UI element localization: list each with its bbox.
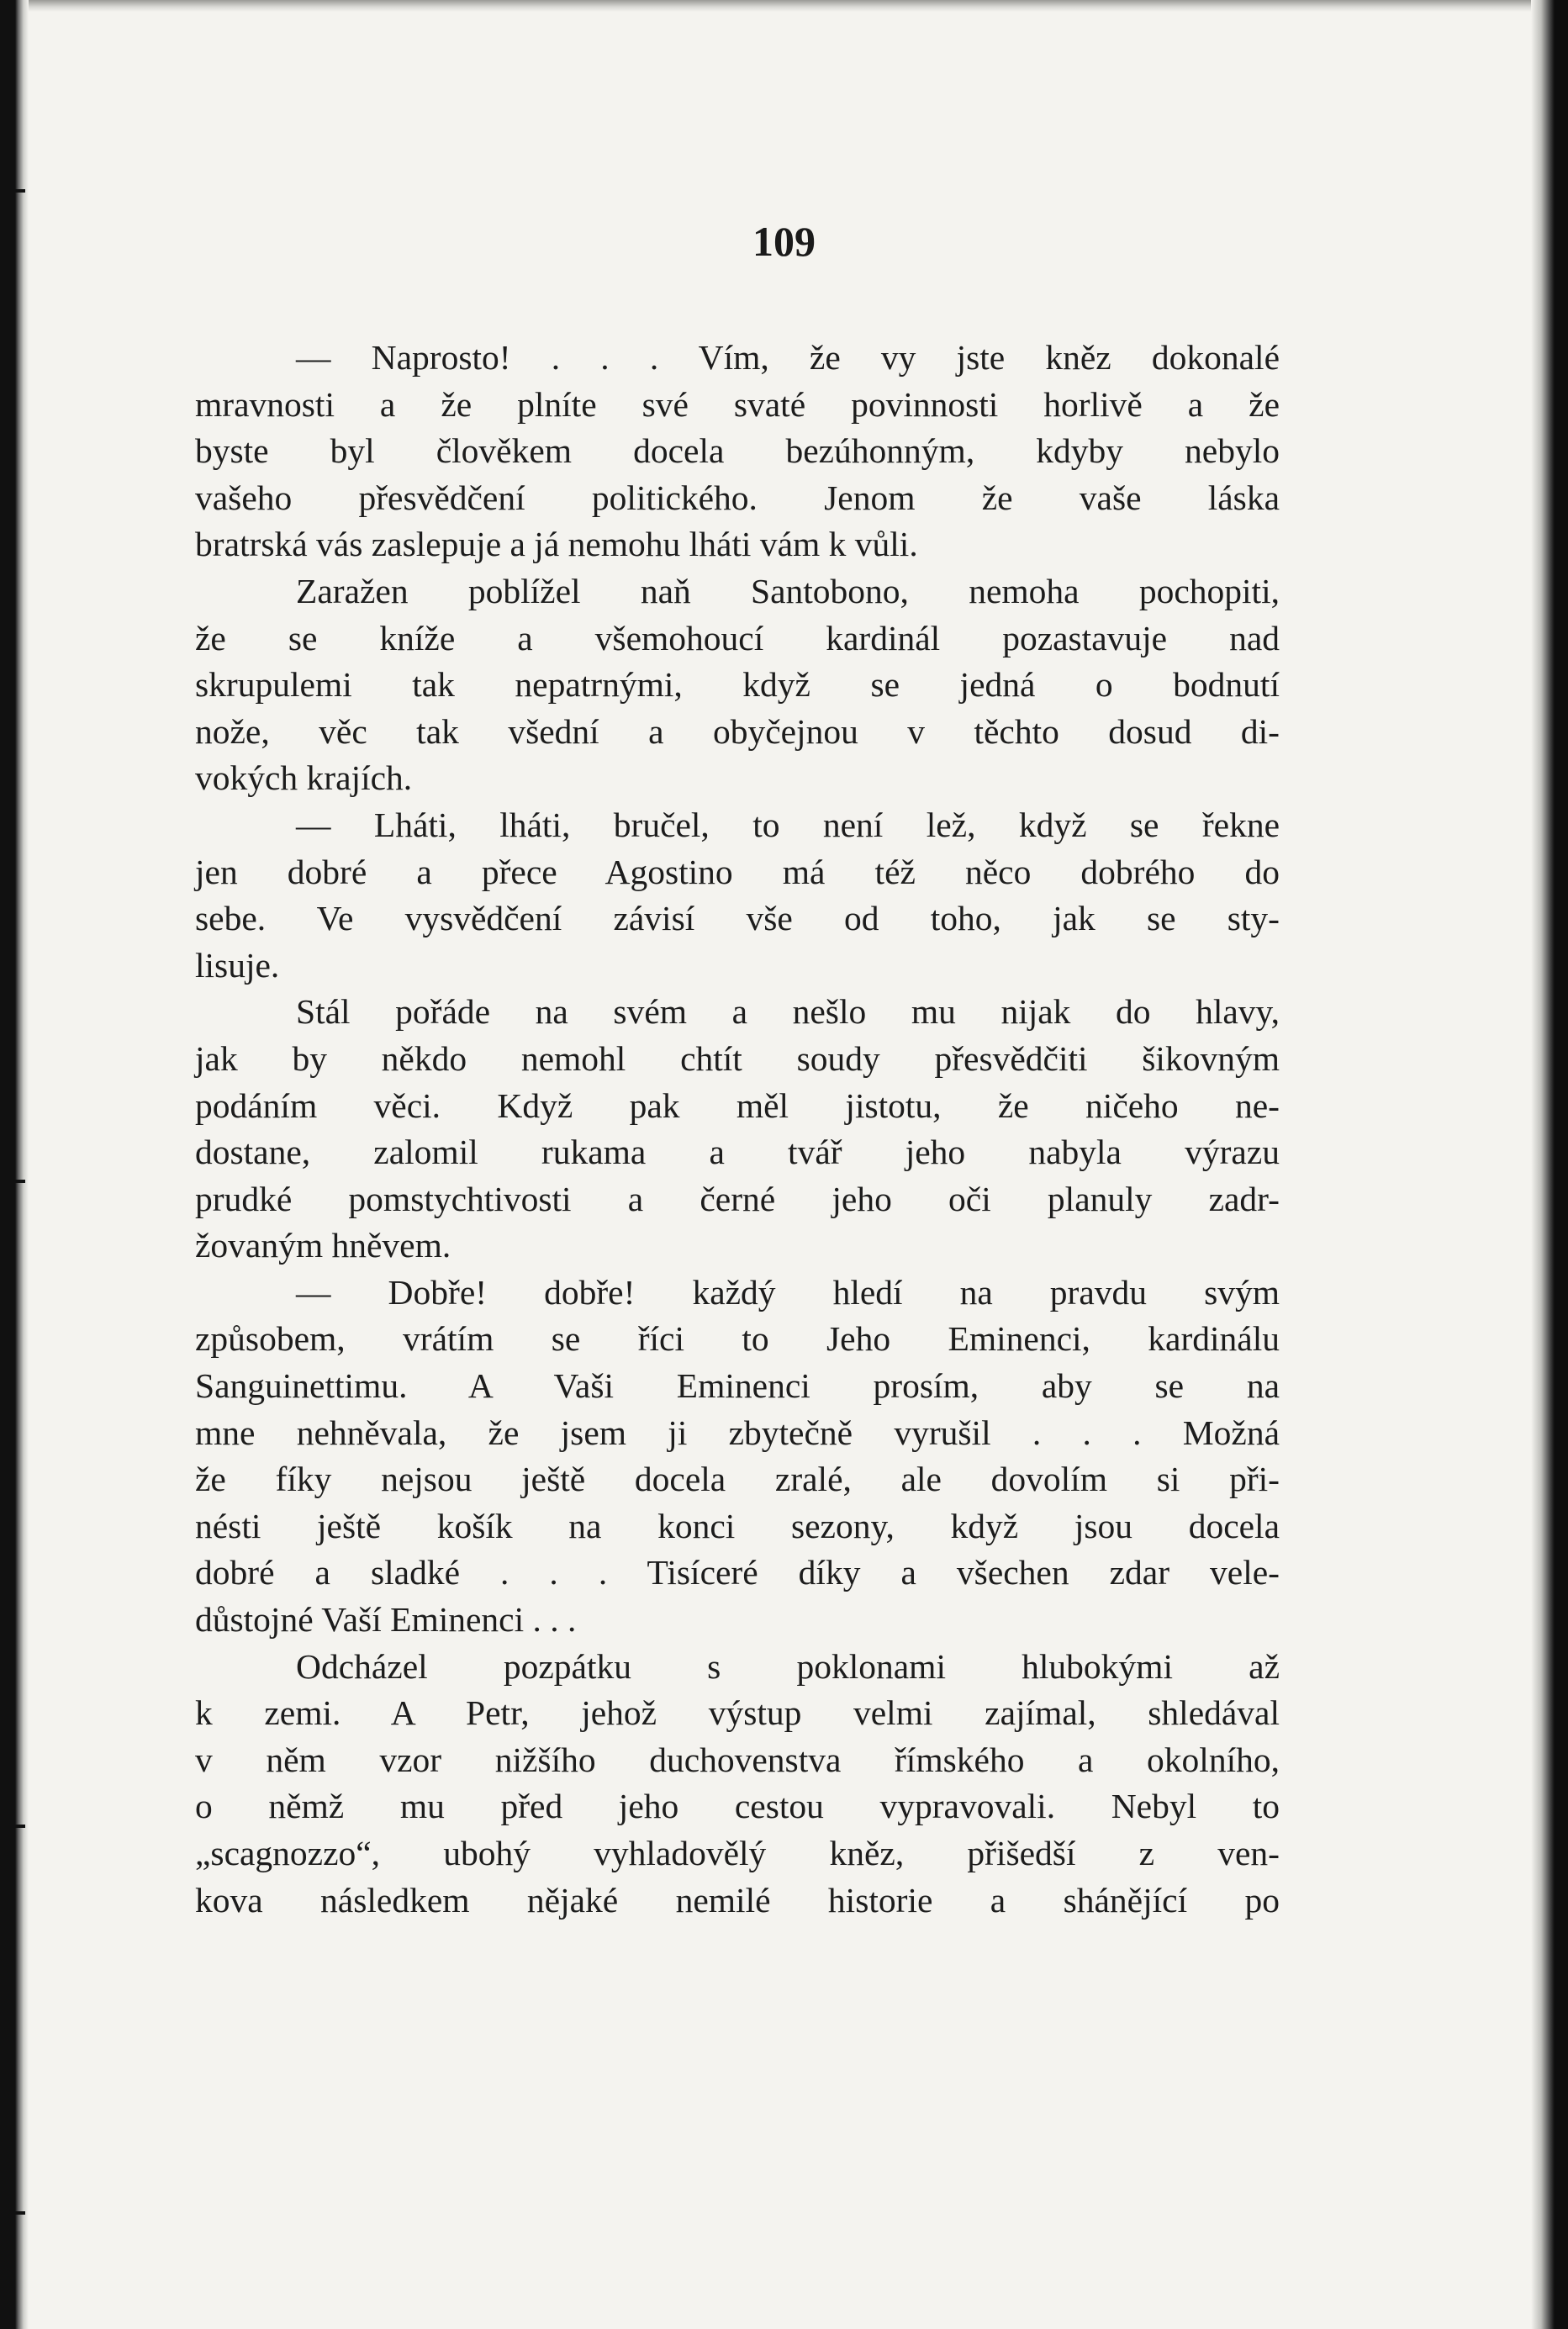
paragraph-line: způsobem, vrátím se říci to Jeho Eminenci, kardinálu <box>195 1319 1280 1359</box>
paragraph-line: že se kníže a všemohoucí kardinál pozastavuje nad <box>195 618 1280 658</box>
paragraph-line: Odcházel pozpátku s poklonami hlubokými až <box>296 1646 1280 1686</box>
paragraph-line: vašeho přesvědčení politického. Jenom že vaše láska <box>195 478 1280 517</box>
paragraph-line: že fíky nejsou ještě docela zralé, ale dovolím si při- <box>195 1460 1280 1499</box>
paragraph-line: dostane, zalomil rukama a tvář jeho nabyla výrazu <box>195 1133 1280 1172</box>
edge-mark <box>0 2211 25 2215</box>
paragraph-line: v něm vzor nižšího duchovenstva římského a okolního, <box>195 1740 1280 1779</box>
edge-mark <box>0 1180 25 1183</box>
body-text <box>195 335 1280 1924</box>
paragraph-line: nože, věc tak všední a obyčejnou v těchto dosud di- <box>195 711 1280 751</box>
edge-mark <box>0 1825 25 1828</box>
paragraph-line: nésti ještě košík na konci sezony, když jsou docela <box>195 1506 1280 1545</box>
paragraph-line: podáním věci. Když pak měl jistotu, že ničeho ne- <box>195 1085 1280 1125</box>
paragraph-line: žovaným hněvem. <box>195 1226 451 1265</box>
paragraph-line: bratrská vás zaslepuje a já nemohu lháti vám k vůli. <box>195 525 918 564</box>
paragraph-line: Sanguinettimu. A Vaši Eminenci prosím, aby se na <box>195 1366 1280 1406</box>
paragraph-line: sebe. Ve vysvědčení závisí vše od toho, jak se sty- <box>195 899 1280 938</box>
paragraph-line: skrupulemi tak nepatrnými, když se jedná o bodnutí <box>195 665 1280 705</box>
paragraph-line: prudké pomstychtivosti a černé jeho oči planuly zadr- <box>195 1179 1280 1218</box>
page-right-edge <box>1531 0 1568 2329</box>
paragraph-line: mne nehněvala, že jsem ji zbytečně vyrušil . . . Možná <box>195 1413 1280 1452</box>
paragraph-line: k zemi. A Petr, jehož výstup velmi zajímal, shledával <box>195 1693 1280 1733</box>
paragraph-line: důstojné Vaší Eminenci . . . <box>195 1600 577 1640</box>
paragraph-line: byste byl člověkem docela bezúhonným, kdyby nebylo <box>195 431 1280 471</box>
paragraph-line: „scagnozzo“, ubohý vyhladovělý kněz, přišedší z ven- <box>195 1834 1280 1872</box>
paragraph-line: — Naprosto! . . . Vím, že vy jste kněz dokonalé <box>296 338 1280 377</box>
paragraph-line: Stál pořáde na svém a nešlo mu nijak do hlavy, <box>296 992 1280 1032</box>
edge-mark <box>0 189 25 193</box>
paragraph-line: — Lháti, lháti, bručel, to není lež, když se řekne <box>296 805 1280 844</box>
paragraph-line: Zaražen poblížel naň Santobono, nemoha pochopiti, <box>296 571 1280 610</box>
paragraph-line: kova následkem nějaké nemilé historie a shánějící po <box>195 1880 1280 1920</box>
page-top-edge <box>0 0 1568 12</box>
paragraph-line: dobré a sladké . . . Tisíceré díky a všechen zdar vele- <box>195 1553 1280 1592</box>
paragraph-line: jak by někdo nemohl chtít soudy přesvědčiti šikovným <box>195 1038 1280 1078</box>
paragraph-line: — Dobře! dobře! každý hledí na pravdu svým <box>296 1272 1280 1312</box>
paragraph-line: o němž mu před jeho cestou vypravovali. Nebyl to <box>195 1787 1280 1826</box>
paragraph-line: vokých krajích. <box>195 758 413 798</box>
paragraph-line: jen dobré a přece Agostino má též něco dobrého do <box>195 852 1280 891</box>
page-number: 109 <box>752 218 816 265</box>
paragraph-line: mravnosti a že plníte své svaté povinnosti horlivě a že <box>195 384 1280 424</box>
page-left-edge <box>0 0 29 2329</box>
paragraph-line: lisuje. <box>195 945 280 985</box>
